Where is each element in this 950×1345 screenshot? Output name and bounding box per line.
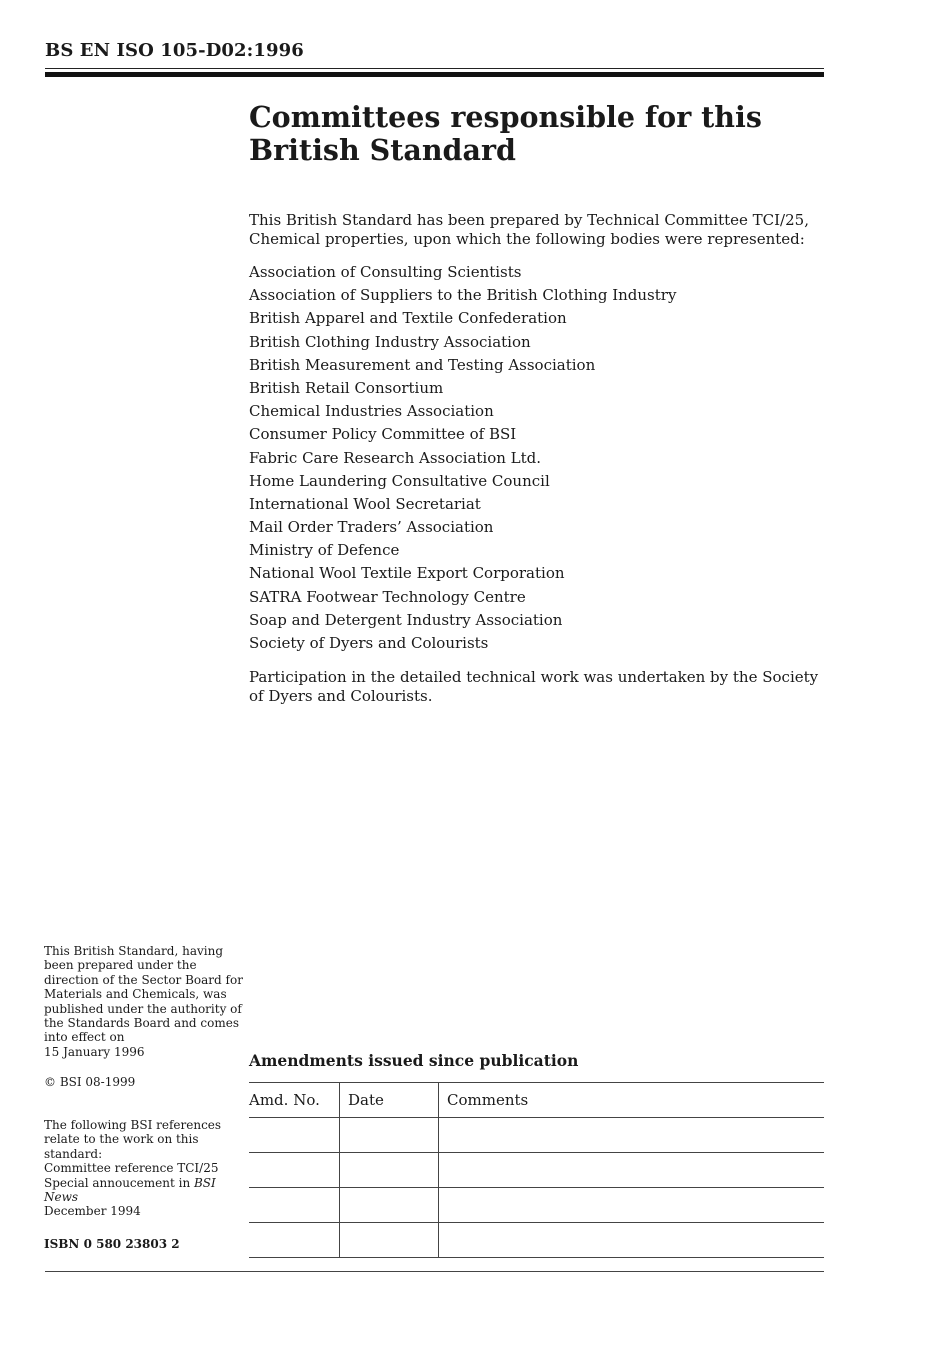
bsi-references [44, 1118, 249, 1219]
intro-paragraph: This British Standard has been prepared by Technical Committee TCI/25, Chemical properties, upon which the following bodies were represented: [249, 211, 809, 248]
publication-note [44, 944, 249, 1059]
page-title: Committees responsible for this British Standard [249, 100, 762, 167]
table-cell [249, 1223, 340, 1258]
list-item: British Apparel and Textile Confederation [249, 309, 567, 328]
list-item: Chemical Industries Association [249, 402, 494, 421]
table-cell [340, 1153, 439, 1188]
represented-bodies-list [249, 263, 676, 657]
list-item: Home Laundering Consultative Council [249, 471, 550, 490]
table-cell [439, 1188, 825, 1223]
table-cell [249, 1153, 340, 1188]
list-item: British Retail Consortium [249, 378, 444, 397]
announcement-date: December 1994 [44, 1204, 141, 1219]
table-cell [249, 1118, 340, 1153]
list-item: Soap and Detergent Industry Association [249, 610, 563, 629]
copyright-text: © BSI 08-1999 [44, 1075, 136, 1089]
announcement-publication: BSI News [44, 1175, 216, 1205]
list-item: Association of Consulting Scientists [249, 263, 522, 281]
list-item: Mail Order Traders’ Association [249, 518, 494, 537]
table-row [249, 1153, 824, 1188]
isbn [44, 1237, 249, 1251]
list-item: Consumer Policy Committee of BSI [249, 425, 517, 444]
announcement-line [44, 1176, 249, 1205]
table-row [249, 1223, 824, 1258]
references-intro: The following BSI references relate to the work on this standard: [44, 1118, 222, 1161]
list-item: Fabric Care Research Association Ltd. [249, 448, 542, 467]
publication-note-text: This British Standard, having been prepared under the direction of the Sector Board for Materials and Chemicals, was published under the authority of the Standards Board and comes into effect on [44, 944, 243, 1045]
table-cell [439, 1118, 825, 1153]
table-row [249, 1188, 824, 1223]
table-cell [439, 1223, 825, 1258]
footer-rule [45, 1271, 824, 1272]
copyright [44, 1075, 249, 1089]
column-header-comments: Comments [439, 1083, 825, 1118]
list-item: British Measurement and Testing Association [249, 355, 596, 374]
participation-paragraph: Participation in the detailed technical work was undertaken by the Society of Dyers and Colourists. [249, 668, 819, 705]
list-item: National Wool Textile Export Corporation [249, 564, 565, 583]
committee-reference: Committee reference TCI/25 [44, 1161, 219, 1176]
column-header-date: Date [340, 1083, 439, 1118]
header-rule-thin [45, 68, 824, 69]
amendments-title: Amendments issued since publication [249, 1051, 579, 1070]
header-rule-thick [45, 72, 824, 77]
table-row [249, 1118, 824, 1153]
table-header-row [249, 1083, 824, 1118]
isbn-text: ISBN 0 580 23803 2 [44, 1237, 180, 1251]
amendments-table [249, 1082, 824, 1258]
standard-code: BS EN ISO 105-D02:1996 [45, 40, 304, 61]
table-cell [340, 1118, 439, 1153]
list-item: British Clothing Industry Association [249, 332, 531, 351]
announcement-prefix: Special annoucement in [44, 1175, 194, 1190]
list-item: International Wool Secretariat [249, 494, 481, 513]
table-cell [340, 1223, 439, 1258]
table-cell [249, 1188, 340, 1223]
list-item: Ministry of Defence [249, 541, 400, 560]
list-item: Society of Dyers and Colourists [249, 634, 489, 652]
list-item: Association of Suppliers to the British Clothing Industry [249, 286, 677, 305]
effective-date: 15 January 1996 [44, 1044, 145, 1059]
column-header-amd-no: Amd. No. [249, 1083, 340, 1118]
list-item: SATRA Footwear Technology Centre [249, 587, 526, 606]
table-cell [340, 1188, 439, 1223]
table-cell [439, 1153, 825, 1188]
